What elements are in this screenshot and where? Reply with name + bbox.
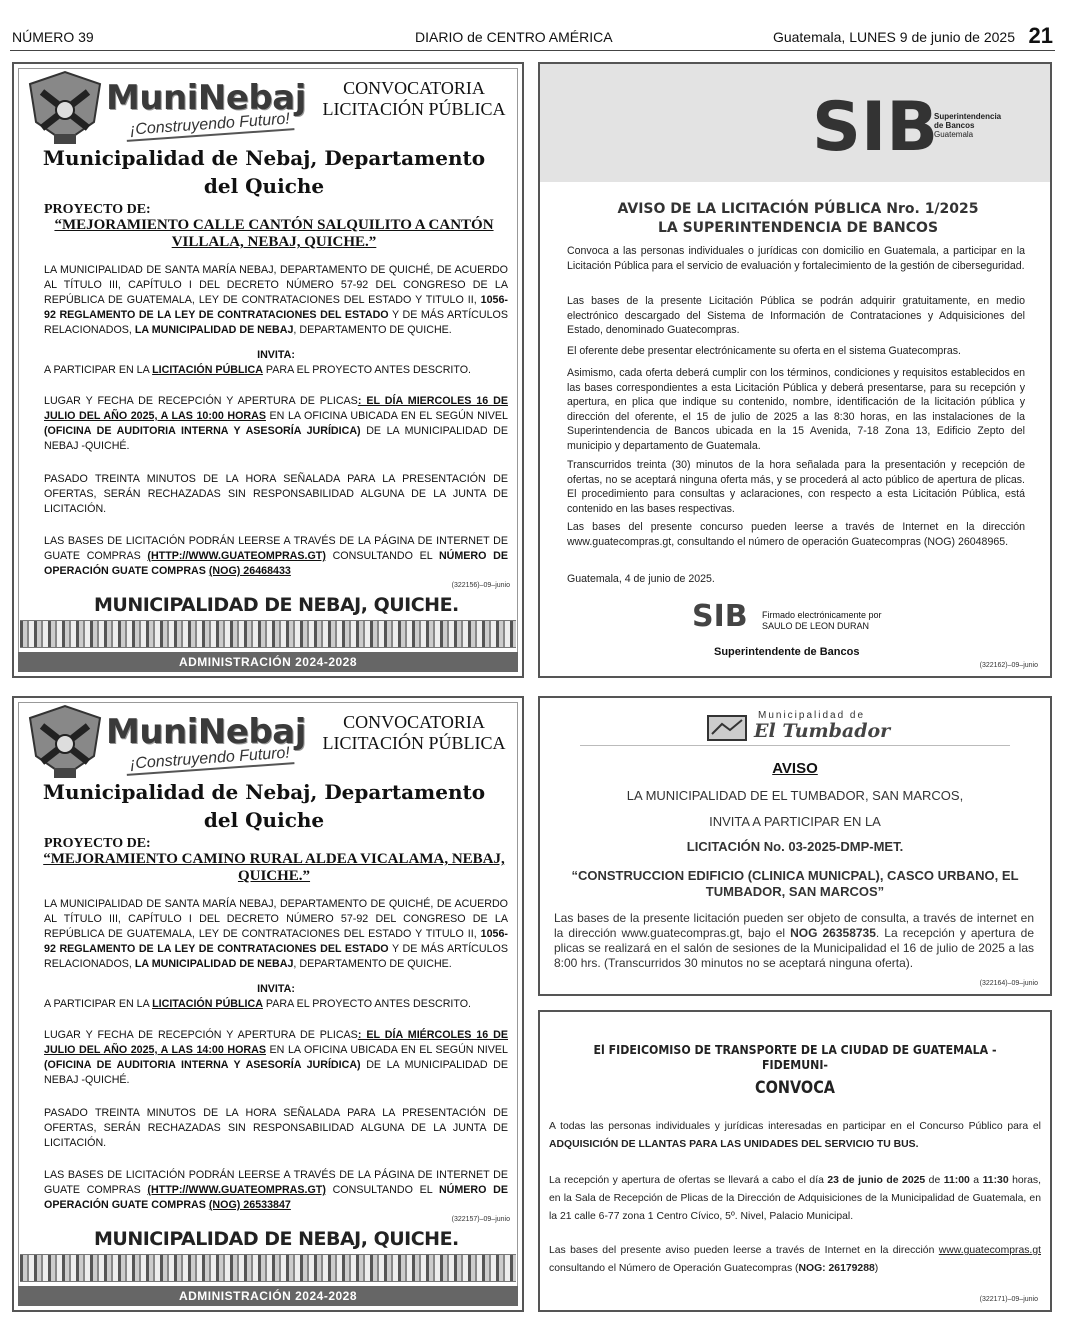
sib-paragraph-1: Convoca a las personas individuales o jurídicas con domicilio en Guatemala, a participar en la Licitación Pública para el servicio de evaluación y fortalecimiento de la gestión de ciberseguridad. bbox=[567, 245, 1025, 272]
sib-title-line-2: LA SUPERINTENDENCIA DE BANCOS bbox=[657, 220, 939, 236]
project-label: PROYECTO DE: bbox=[44, 836, 151, 851]
issue-number: NÚMERO 39 bbox=[12, 29, 94, 45]
footer-title: MUNICIPALIDAD DE NEBAJ, QUICHE. bbox=[94, 1228, 459, 1250]
convoca-heading: CONVOCA bbox=[754, 1078, 835, 1098]
tumbador-crest-icon bbox=[706, 712, 748, 744]
signature-block: Firmado electrónicamente por SAULO DE LEON DURAN bbox=[762, 610, 882, 631]
crowd-illustration bbox=[20, 620, 516, 648]
deadline-paragraph: PASADO TREINTA MINUTOS DE LA HORA SEÑALADA PARA LA PRESENTACIÓN DE OFERTAS, SERÁN RECHAZADAS SIN RESPONSABILIDAD ALGUNA DE LA JUNTA DE LICITACIÓN. bbox=[44, 1107, 508, 1149]
place-date-paragraph: LUGAR Y FECHA DE RECEPCIÓN Y APERTURA DE PLICAS: EL DÍA MIERCOLES 16 DE JULIO DEL AÑO 2025, A LAS 10:00 HORAS EN LA OFICINA UBICADA EN EL SEGÚN NIVEL (OFICINA DE AUDITORIA INTERNA Y ASESORÍA JURÍDICA) DE LA MUNICIPALIDAD DE NEBAJ -QUICHÉ. bbox=[44, 395, 509, 452]
project-name: “MEJORAMIENTO CAMINO RURAL ALDEA VICALAMA, NEBAJ, QUICHE.” bbox=[43, 851, 505, 884]
ad-reference: (322162)–09–junio bbox=[979, 662, 1038, 669]
municipality-title: Municipalidad de Nebaj, Departamento del Quiche bbox=[42, 780, 486, 832]
sib-logo-caption: Superintendencia de Bancos Guatemala bbox=[934, 112, 1002, 139]
tumbador-name: El Tumbador bbox=[754, 720, 891, 742]
sib-paragraph-5: Transcurridos treinta (30) minutos de la hora señalada para la presentación y recepción de ofertas, no se aceptará ninguna oferta más, y se procederá al acto público de apertura de plicas. El procedimiento para consultas y aclaraciones, con respecto a esta Licitación Pública, está contenido en las bases respectivas. bbox=[567, 459, 1025, 515]
conv-line-1: CONVOCATORIA bbox=[343, 78, 485, 98]
convocatoria-heading bbox=[314, 712, 514, 754]
superintendent-title: Superintendente de Bancos bbox=[714, 646, 860, 658]
guatecompras-link[interactable]: www.guatecompras.gt bbox=[938, 1245, 1041, 1256]
issue-date: Guatemala, LUNES 9 de junio de 2025 bbox=[772, 29, 1015, 45]
convocatoria-heading bbox=[314, 78, 514, 120]
participate-paragraph: A PARTICIPAR EN LA LICITACIÓN PÚBLICA PARA EL PROYECTO ANTES DESCRITO. bbox=[44, 998, 472, 1010]
tumbador-body: Las bases de la presente licitación pueden ser objeto de consulta, a través de internet en la dirección www.guatecompras.gt, bajo el NOG 26358735. La recepción y apertura de plicas se realizará en el salón de sesiones de la Municipalidad el 16 de julio de 2025 a las 8:00 hrs. (Transcurridos 30 minutos no se aceptará ninguna oferta). bbox=[554, 911, 1034, 970]
sib-paragraph-6: Las bases del presente concurso pueden leerse a través de Internet en la dirección www.guatecompras.gt, consultando el número de operación Guatecompras (NOG) 26048965. bbox=[567, 521, 1025, 548]
sib-logo-letters: SIB bbox=[812, 88, 939, 158]
legal-paragraph: LA MUNICIPALIDAD DE SANTA MARÍA NEBAJ, DEPARTAMENTO DE QUICHÉ, DE ACUERDO AL TÍTULO III, CAPÍTULO I DEL DECRETO NÚMERO 57-92 DEL CONGRESO DE LA REPÚBLICA DE GUATEMALA, LEY DE CONTRATACIONES DEL ESTADO Y TITULO II, 1056-92 REGLAMENTO DE LA LEY DE CONTRATACIONES DEL ESTADO Y DE MÁS ARTÍCULOS RELACIONADOS, LA MUNICIPALIDAD DE NEBAJ, DEPARTAMENTO DE QUICHE. bbox=[44, 264, 508, 336]
ad-reference: (322171)–09–junio bbox=[979, 1296, 1038, 1303]
fidemuni-paragraph-1: A todas las personas individuales y jurídicas interesadas en participar en el Concurso Público para el ADQUISICIÓN DE LLANTAS PARA LAS UNIDADES DEL SERVICIO TU BUS. bbox=[549, 1121, 1041, 1150]
logo-wordmark: MuniNebaj bbox=[106, 712, 306, 752]
page-number: 21 bbox=[1028, 23, 1053, 48]
newspaper-name: DIARIO de CENTRO AMÉRICA bbox=[415, 29, 613, 45]
administration-bar: ADMINISTRACIÓN 2024-2028 bbox=[18, 652, 518, 672]
footer-title: MUNICIPALIDAD DE NEBAJ, QUICHE. bbox=[94, 594, 459, 616]
nebaj-emblem-icon bbox=[24, 70, 106, 148]
aviso-heading: AVISO bbox=[772, 760, 818, 777]
project-name: “MEJORAMIENTO CALLE CANTÓN SALQUILITO A CANTÓN VILLALA, NEBAJ, QUICHE.” bbox=[54, 217, 494, 250]
tumbador-licitacion: LICITACIÓN No. 03-2025-DMP-MET. bbox=[686, 839, 904, 854]
bases-paragraph: LAS BASES DE LICITACIÓN PODRÁN LEERSE A TRAVÉS DE LA PÁGINA DE INTERNET DE GUATE COMPRAS (HTTP://WWW.GUATEOMPRAS.GT) CONSULTANDO EL NÚMERO DE OPERACIÓN GUATE COMPRAS (NOG) 26468433 bbox=[44, 535, 508, 577]
bases-paragraph: LAS BASES DE LICITACIÓN PODRÁN LEERSE A TRAVÉS DE LA PÁGINA DE INTERNET DE GUATE COMPRAS (HTTP://WWW.GUATEOMPRAS.GT) CONSULTANDO EL NÚMERO DE OPERACIÓN GUATE COMPRAS (NOG) 26533847 bbox=[44, 1169, 508, 1211]
fidemuni-title: El FIDEICOMISO DE TRANSPORTE DE LA CIUDAD DE GUATEMALA -FIDEMUNI- bbox=[593, 1042, 997, 1072]
ad-reference: (322164)–09–junio bbox=[979, 980, 1038, 987]
ad-reference: (322156)–09–junio bbox=[451, 582, 510, 589]
sib-paragraph-3: El oferente debe presentar electrónicamente su oferta en el sistema Guatecompras. bbox=[567, 345, 961, 357]
sib-title-line-1: AVISO DE LA LICITACIÓN PÚBLICA Nro. 1/2025 bbox=[617, 201, 979, 217]
crowd-illustration bbox=[20, 1254, 516, 1282]
tumbador-line-2: INVITA A PARTICIPAR EN LA bbox=[709, 814, 881, 829]
place-date-paragraph: LUGAR Y FECHA DE RECEPCIÓN Y APERTURA DE PLICAS: EL DÍA MIÉRCOLES 16 DE JULIO DEL AÑO 2025, A LAS 14:00 HORAS EN LA OFICINA UBICADA EN EL SEGÚN NIVEL (OFICINA DE AUDITORIA INTERNA Y ASESORÍA JURÍDICA) DE LA MUNICIPALIDAD DE NEBAJ -QUICHÉ. bbox=[44, 1029, 509, 1086]
masthead-rule bbox=[10, 50, 1055, 51]
sib-paragraph-2: Las bases de la presente Licitación Pública se podrán adquirir gratuitamente, en medio electrónico descargado del Sistema de Información de Contrataciones y Adquisiciones del Estado, denominado Guatecompras. bbox=[567, 295, 1025, 337]
fidemuni-paragraph-2: La recepción y apertura de ofertas se llevará a cabo el día 23 de junio de 2025 de 11:00 a 11:30 horas, en la Sala de Recepción de Plicas de la Dirección de Adquisiciones de la Municipalidad de Guatemala, en la 21 calle 6-77 zona 1 Centro Cívico, 5º. Nivel, Palacio Municipal. bbox=[549, 1175, 1041, 1222]
participate-paragraph: A PARTICIPAR EN LA LICITACIÓN PÚBLICA PARA EL PROYECTO ANTES DESCRITO. bbox=[44, 364, 472, 376]
sib-ad bbox=[538, 62, 1052, 678]
nebaj-ad-2 bbox=[12, 696, 524, 1312]
masthead bbox=[10, 22, 1055, 50]
invita-heading: INVITA: bbox=[257, 983, 295, 995]
conv-line-1: CONVOCATORIA bbox=[343, 712, 485, 732]
invita-heading: INVITA: bbox=[257, 349, 295, 361]
sib-small-logo-icon bbox=[690, 598, 750, 632]
tumbador-project: “CONSTRUCCION EDIFICIO (CLINICA MUNICPAL), CASCO URBANO, EL TUMBADOR, SAN MARCOS” bbox=[571, 868, 1019, 899]
municipality-title: Municipalidad de Nebaj, Departamento del Quiche bbox=[42, 146, 486, 198]
logo-slogan: ¡Construyendo Futuro! bbox=[126, 110, 295, 142]
sib-title bbox=[560, 200, 1036, 238]
conv-line-2: LICITACIÓN PÚBLICA bbox=[322, 99, 506, 119]
nebaj-emblem-icon bbox=[24, 704, 106, 782]
deadline-paragraph: PASADO TREINTA MINUTOS DE LA HORA SEÑALADA PARA LA PRESENTACIÓN DE OFERTAS, SERÁN RECHAZADAS SIN RESPONSABILIDAD ALGUNA DE LA JUNTA DE LICITACIÓN. bbox=[44, 473, 508, 515]
administration-bar: ADMINISTRACIÓN 2024-2028 bbox=[18, 1286, 518, 1306]
fidemuni-paragraph-3: Las bases del presente aviso pueden leerse a través de Internet en la dirección www.guatecompras.gt consultando el Número de Operación Guatecompras (NOG: 26179288) bbox=[549, 1245, 1041, 1274]
tumbador-line-1: LA MUNICIPALIDAD DE EL TUMBADOR, SAN MARCOS, bbox=[626, 788, 964, 803]
sib-paragraph-4: Asimismo, cada oferta deberá cumplir con los términos, condiciones y requisitos establecidos en las bases correspondientes a esta Licitación Pública y deberá presentarse, para su recepción y apertura, en plica que indique su contenido, nombre, identificación de la licitación pública y dirección del oferente, el 15 de julio de 2025 a las 8:30 horas, en las instalaciones de la Superintendencia de Bancos ubicada en la 15 Avenida, 7-18 Zona 13, Edificio Zepto del municipio y departamento de Guatemala. bbox=[567, 367, 1025, 452]
project-label: PROYECTO DE: bbox=[44, 202, 151, 217]
logo-wordmark: MuniNebaj bbox=[106, 78, 306, 118]
tumbador-municipality-label: Municipalidad de bbox=[758, 710, 866, 721]
legal-paragraph: LA MUNICIPALIDAD DE SANTA MARÍA NEBAJ, DEPARTAMENTO DE QUICHÉ, DE ACUERDO AL TÍTULO III, CAPÍTULO I DEL DECRETO NÚMERO 57-92 DEL CONGRESO DE LA REPÚBLICA DE GUATEMALA, LEY DE CONTRATACIONES DEL ESTADO Y TITULO II, 1056-92 REGLAMENTO DE LA LEY DE CONTRATACIONES DEL ESTADO Y DE MÁS ARTÍCULOS RELACIONADOS, LA MUNICIPALIDAD DE NEBAJ, DEPARTAMENTO DE QUICHE. bbox=[44, 898, 508, 970]
ad-reference: (322157)–09–junio bbox=[451, 1216, 510, 1223]
fidemuni-ad bbox=[538, 1010, 1052, 1312]
conv-line-2: LICITACIÓN PÚBLICA bbox=[322, 733, 506, 753]
tumbador-ad bbox=[538, 696, 1052, 996]
sib-date: Guatemala, 4 de junio de 2025. bbox=[567, 573, 715, 585]
logo-slogan: ¡Construyendo Futuro! bbox=[126, 744, 295, 776]
svg-text:SIB: SIB bbox=[692, 599, 748, 632]
nebaj-ad-1 bbox=[12, 62, 524, 678]
tumbador-rule bbox=[580, 745, 1010, 746]
